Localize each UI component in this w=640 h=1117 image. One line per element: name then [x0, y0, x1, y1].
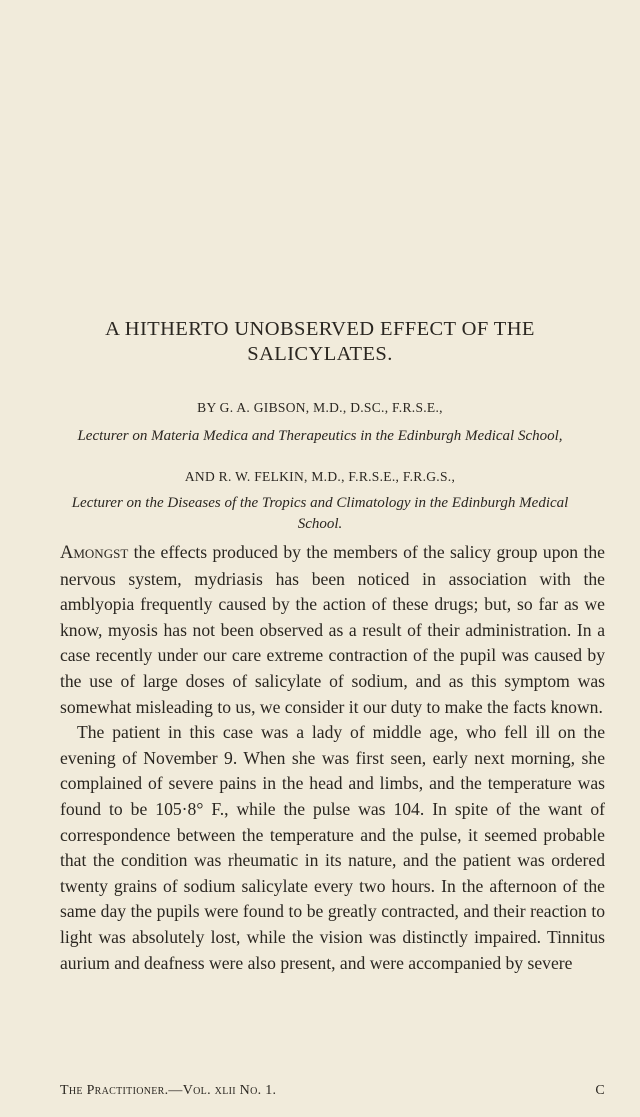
article-title-line-1: A HITHERTO UNOBSERVED EFFECT OF THE — [105, 318, 535, 340]
author-2-affiliation-line-2: School. — [297, 516, 343, 532]
author-2-affiliation-line-1: Lecturer on the Diseases of the Tropics and Climatology in the Edinburgh Medical — [71, 495, 569, 511]
paragraph-2: The patient in this case was a lady of middle age, who fell ill on the evening of November 9. When she was first seen, early next morning, she complained of severe pains in the head and limbs, and the temperature was found to be 105·8° F., while the pulse was 104. In spite of the want of correspondence between the temperature and the pulse, it seemed probable that the condition was rheumatic in its nature, and the patient was ordered twenty grains of sodium salicylate every two hours. In the afternoon of the same day the pupils were found to be greatly contracted, and their reaction to light was absolutely lost, while the vision was distinctly impaired. Tinnitus aurium and deafness were also present, and were accompanied by severe — [60, 722, 605, 973]
author-2-byline: AND R. W. FELKIN, M.D., F.R.S.E., F.R.G.S., — [184, 469, 456, 484]
paragraph-1-text: the effects produced by the members of the salicy group upon the nervous system, mydriasis has been noticed in association with the amblyopia frequently caused by the action of these drugs; but, so far as we know, myosis has not been observed as a result of their administration. In a case recently under our care extreme contraction of the pupil was caused by the use of large doses of salicylate of sodium, and as this symptom was somewhat misleading to us, we consider it our duty to make the facts known. — [60, 542, 605, 717]
author-1-byline: BY G. A. GIBSON, M.D., D.SC., F.R.S.E., — [197, 400, 443, 415]
paragraph-1 — [60, 540, 605, 720]
journal-reference: The Practitioner.—Vol. xlii No. 1. — [60, 1083, 277, 1098]
author-1-affiliation: Lecturer on Materia Medica and Therapeutics in the Edinburgh Medical School, — [77, 428, 563, 444]
page-footer — [60, 1083, 605, 1099]
article-body — [60, 540, 605, 976]
paragraph-1-lead-word: Amongst — [60, 543, 129, 563]
article-title-line-2: SALICYLATES. — [247, 343, 393, 365]
signature-mark: C — [595, 1083, 605, 1098]
